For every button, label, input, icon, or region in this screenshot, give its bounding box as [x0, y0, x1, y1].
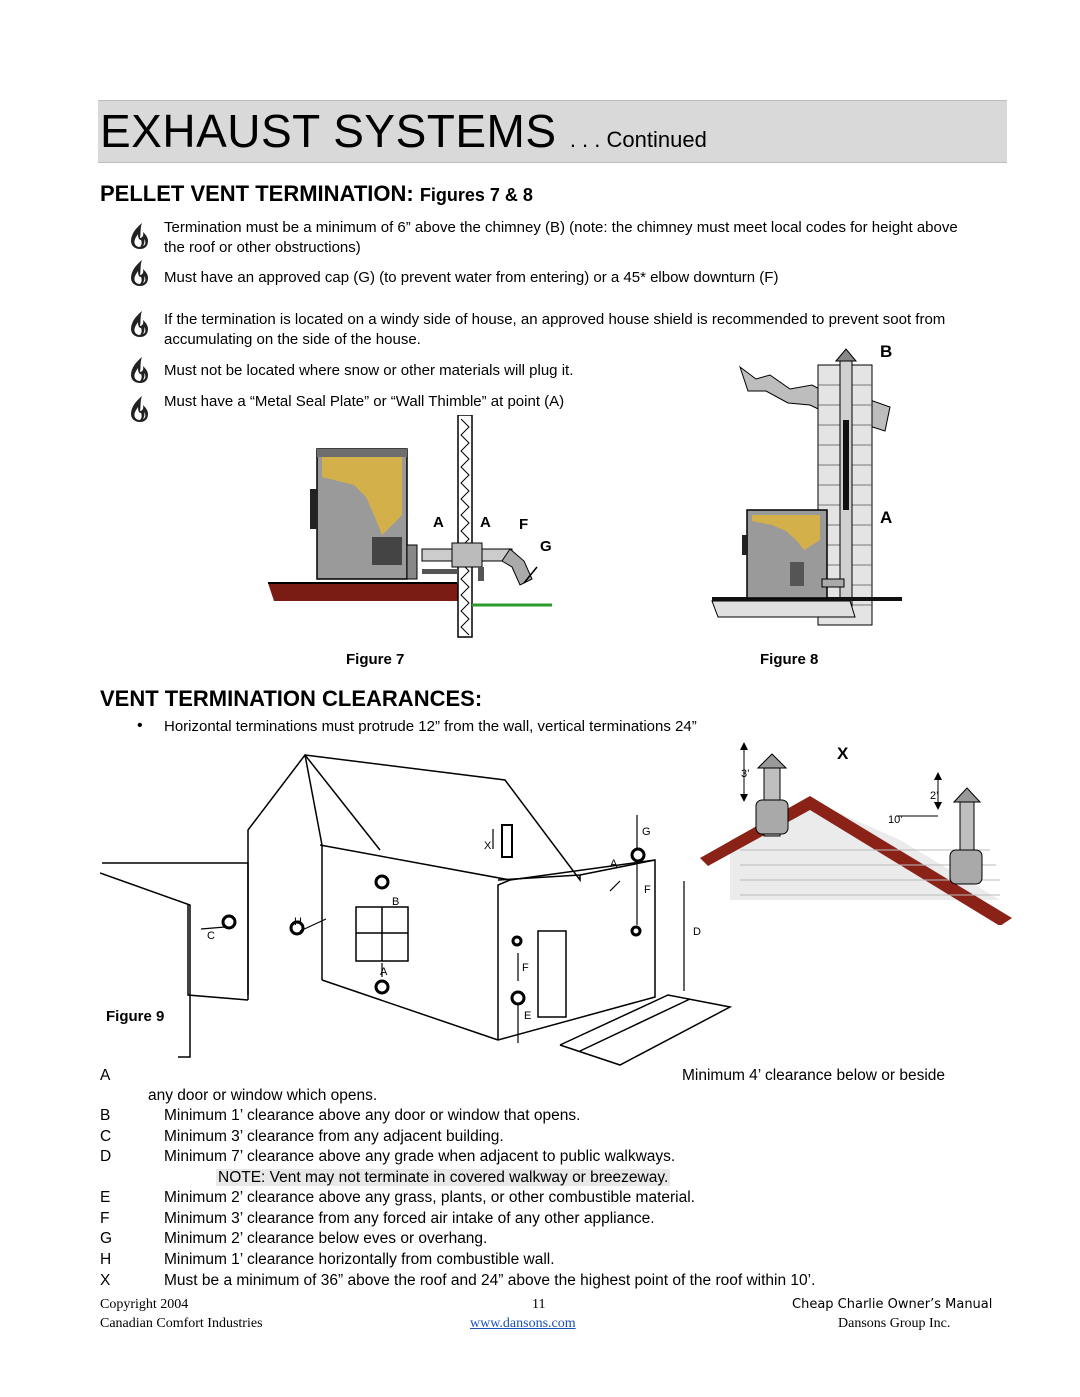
fig9-label-d: D — [693, 926, 701, 938]
clearance-row-g — [100, 1229, 487, 1249]
flame-bullet-icon — [128, 259, 150, 287]
flame-bullet-icon — [128, 395, 150, 423]
fig7-label-f: F — [519, 516, 529, 533]
figure-8-caption: Figure 8 — [760, 651, 819, 668]
bullet-text: Must have an approved cap (G) (to prevent water from entering) or a 45* elbow downturn (F) — [164, 269, 779, 286]
fig9-label-a: A — [610, 858, 618, 870]
dot-bullet-icon: • — [137, 717, 143, 734]
clearance-row-x — [100, 1271, 815, 1291]
clearance-letter: H — [100, 1251, 112, 1268]
clearance-letter-a: A — [100, 1067, 111, 1084]
footer-group: Dansons Group Inc. — [838, 1316, 951, 1331]
clearance-letter: X — [100, 1272, 111, 1289]
footer-website-link[interactable]: www.dansons.com — [470, 1316, 576, 1331]
fig7-label-a2: A — [480, 514, 491, 531]
clearance-row-d — [100, 1147, 675, 1167]
clearance-row-e — [100, 1188, 695, 1208]
heading-suffix: Figures 7 & 8 — [419, 185, 533, 205]
clearance-text: Minimum 1’ clearance horizontally from combustible wall. — [164, 1251, 555, 1268]
footer-manual-title: Cheap Charlie Owner’s Manual — [792, 1297, 993, 1312]
clearance-letter: G — [100, 1230, 113, 1247]
fig9-label-f: F — [644, 884, 651, 896]
flame-bullet-icon — [128, 222, 150, 250]
figure-8-illustration — [700, 345, 905, 635]
figure-7-caption: Figure 7 — [346, 651, 405, 668]
fig9-label-g: G — [642, 826, 651, 838]
note-text: NOTE: Vent may not terminate in covered walkway or breezeway. — [218, 1169, 669, 1186]
fig9-label-a2: A — [380, 966, 388, 978]
clearance-text: Minimum 7’ clearance above any grade when adjacent to public walkways. — [164, 1148, 676, 1165]
clearance-row-b — [100, 1106, 580, 1126]
roof-label-3ft: 3’ — [741, 768, 750, 780]
flame-bullet-icon — [128, 310, 150, 338]
fig9-label-e: E — [524, 1010, 532, 1022]
fig9-label-x: X — [484, 840, 492, 852]
fig8-label-a: A — [880, 508, 893, 527]
fig9-label-c: C — [207, 930, 215, 942]
footer-company: Canadian Comfort Industries — [100, 1316, 263, 1331]
bullet-text: Must not be located where snow or other materials will plug it. — [164, 362, 574, 379]
clearance-text: Must be a minimum of 36” above the roof and 24” above the highest point of the roof within 10’. — [164, 1272, 816, 1289]
figure-9-illustration — [100, 745, 740, 1070]
heading-text: PELLET VENT TERMINATION: — [100, 181, 414, 206]
bullet-text: Must have a “Metal Seal Plate” or “Wall Thimble” at point (A) — [164, 393, 565, 410]
figure-9-caption: Figure 9 — [106, 1008, 165, 1025]
flame-bullet-icon — [128, 356, 150, 384]
clearance-a-continued: any door or window which opens. — [148, 1087, 378, 1104]
clearance-letter: C — [100, 1128, 112, 1145]
clearance-text: Minimum 1’ clearance above any door or window that opens. — [164, 1107, 581, 1124]
title-continued: . . . Continued — [569, 127, 707, 152]
clearance-row-f — [100, 1209, 655, 1229]
fig7-label-g: G — [540, 538, 552, 555]
roof-label-2ft: 2’ — [930, 790, 939, 802]
clearance-row-c — [100, 1127, 504, 1147]
clearance-text: Minimum 2’ clearance below eves or overhang. — [164, 1230, 488, 1247]
fig9-label-b: B — [392, 896, 400, 908]
bullet-text: Horizontal terminations must protrude 12” from the wall, vertical terminations 24” — [164, 718, 697, 735]
bullet-text: If the termination is located on a windy side of house, an approved house shield is recommended to prevent soot from accumulating on the side of the house. — [164, 311, 946, 348]
page-title — [100, 104, 707, 158]
clearance-letter: B — [100, 1107, 111, 1124]
clearance-text: Minimum 3’ clearance from any adjacent building. — [164, 1128, 504, 1145]
section-heading-clearances: VENT TERMINATION CLEARANCES: — [100, 686, 483, 711]
clearance-row-h — [100, 1250, 555, 1270]
clearance-letter: F — [100, 1210, 110, 1227]
clearance-a-text: Minimum 4’ clearance below or beside — [682, 1067, 946, 1084]
fig7-label-a: A — [433, 514, 444, 531]
roof-label-x: X — [837, 744, 849, 763]
section-heading-pellet-vent — [100, 181, 533, 207]
title-text: EXHAUST SYSTEMS — [100, 105, 557, 157]
figure-7-illustration — [262, 415, 562, 640]
roof-label-10ft: 10’ — [888, 814, 903, 826]
clearance-text: Minimum 3’ clearance from any forced air intake of any other appliance. — [164, 1210, 655, 1227]
footer-page-number: 11 — [532, 1297, 546, 1312]
fig8-label-b: B — [880, 342, 893, 361]
clearance-letter: E — [100, 1189, 111, 1206]
fig9-label-f2: F — [522, 962, 529, 974]
clearance-note — [216, 1168, 670, 1188]
bullet-text: Termination must be a minimum of 6” above the chimney (B) (note: the chimney must meet local codes for height above the roof or other obstructions) — [164, 219, 958, 256]
clearance-letter: D — [100, 1148, 112, 1165]
footer-copyright: Copyright 2004 — [100, 1297, 189, 1312]
clearance-text: Minimum 2’ clearance above any grass, plants, or other combustible material. — [164, 1189, 695, 1206]
fig9-label-h: H — [294, 916, 302, 928]
